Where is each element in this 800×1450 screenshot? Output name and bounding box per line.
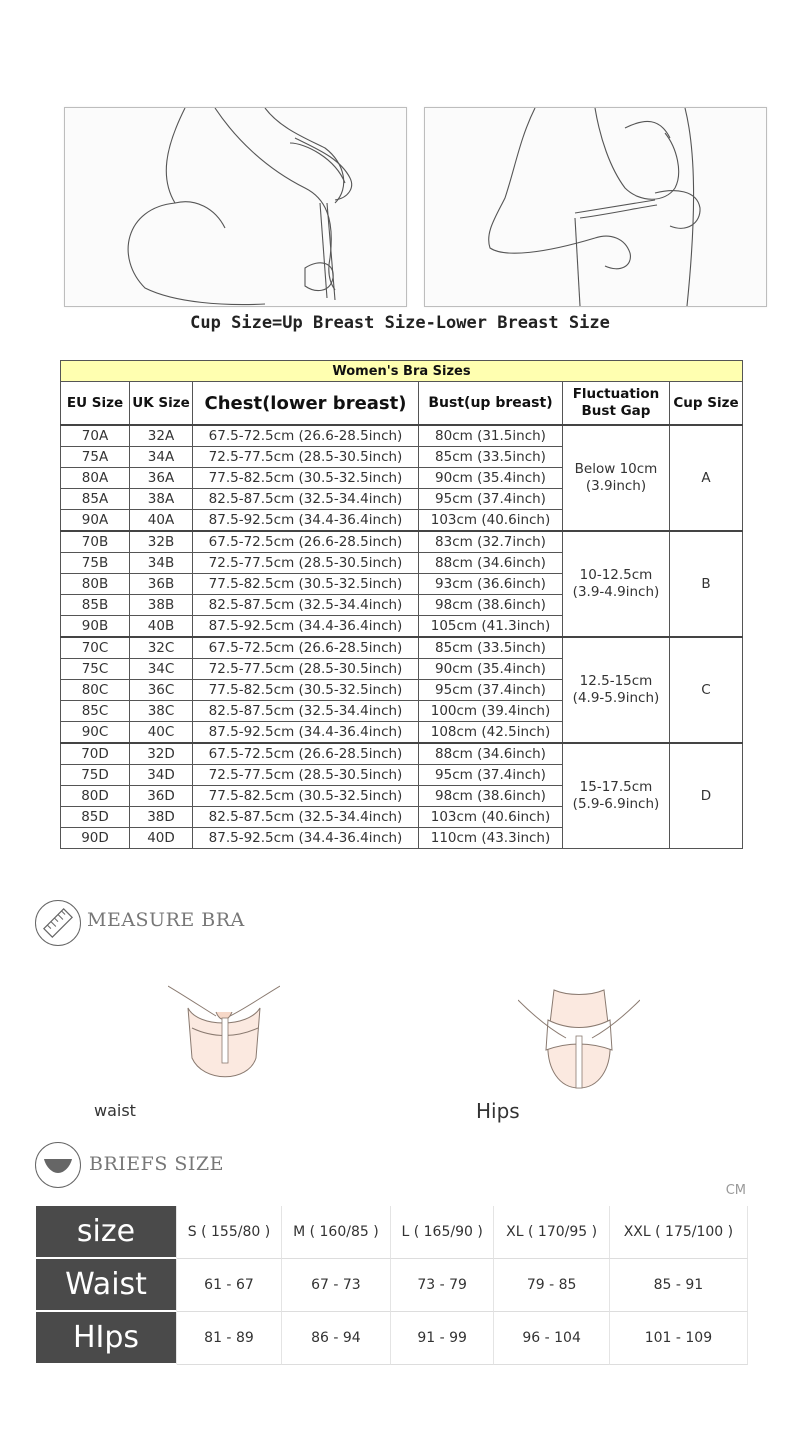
hips-label: Hips — [476, 1099, 520, 1123]
uk-size-cell: 34C — [130, 659, 193, 680]
eu-size-cell: 70A — [61, 425, 130, 447]
gap-cell: 12.5-15cm (4.9-5.9inch) — [563, 637, 670, 743]
table-row — [61, 425, 743, 447]
table-row — [36, 1206, 748, 1259]
cup-size-formula: Cup Size=Up Breast Size-Lower Breast Size — [190, 313, 610, 333]
bra-size-table — [60, 360, 743, 849]
eu-size-cell: 70D — [61, 743, 130, 765]
chest-cell: 67.5-72.5cm (26.6-28.5inch) — [193, 425, 419, 447]
bust-cell: 95cm (37.4inch) — [419, 680, 563, 701]
waist-cell: 73 - 79 — [391, 1259, 495, 1312]
eu-size-cell: 90D — [61, 828, 130, 849]
table-row — [36, 1312, 748, 1365]
table-row — [61, 637, 743, 659]
eu-size-cell: 80C — [61, 680, 130, 701]
chest-cell: 77.5-82.5cm (30.5-32.5inch) — [193, 468, 419, 489]
size-cell: XXL ( 175/100 ) — [610, 1206, 748, 1259]
eu-size-cell: 80A — [61, 468, 130, 489]
header-cup-size: Cup Size — [670, 382, 743, 426]
uk-size-cell: 36B — [130, 574, 193, 595]
header-eu-size: EU Size — [61, 382, 130, 426]
eu-size-cell: 80B — [61, 574, 130, 595]
chest-cell: 82.5-87.5cm (32.5-34.4inch) — [193, 807, 419, 828]
header-uk-size: UK Size — [130, 382, 193, 426]
chest-cell: 77.5-82.5cm (30.5-32.5inch) — [193, 574, 419, 595]
illustration-upper-breast-measure — [424, 107, 767, 307]
briefs-size-table — [36, 1206, 748, 1365]
ruler-icon — [35, 900, 81, 946]
bust-cell: 100cm (39.4inch) — [419, 701, 563, 722]
eu-size-cell: 75D — [61, 765, 130, 786]
chest-cell: 67.5-72.5cm (26.6-28.5inch) — [193, 531, 419, 553]
waist-cell: 79 - 85 — [494, 1259, 609, 1312]
bust-cell: 83cm (32.7inch) — [419, 531, 563, 553]
chest-cell: 67.5-72.5cm (26.6-28.5inch) — [193, 743, 419, 765]
eu-size-cell: 85D — [61, 807, 130, 828]
bust-cell: 90cm (35.4inch) — [419, 659, 563, 680]
measuring-figure-left — [65, 108, 406, 306]
unit-label: CM — [725, 1183, 746, 1198]
measure-bra-title: MEASURE BRA — [87, 909, 245, 931]
hips-cell: 96 - 104 — [494, 1312, 609, 1365]
eu-size-cell: 85C — [61, 701, 130, 722]
bust-cell: 85cm (33.5inch) — [419, 447, 563, 468]
measuring-figure-right — [425, 108, 766, 306]
uk-size-cell: 36D — [130, 786, 193, 807]
briefs-icon — [35, 1142, 81, 1188]
uk-size-cell: 34D — [130, 765, 193, 786]
eu-size-cell: 90B — [61, 616, 130, 638]
illustration-lower-breast-measure — [64, 107, 407, 307]
chest-cell: 67.5-72.5cm (26.6-28.5inch) — [193, 637, 419, 659]
uk-size-cell: 40A — [130, 510, 193, 532]
uk-size-cell: 32C — [130, 637, 193, 659]
cup-cell: A — [670, 425, 743, 531]
bust-cell: 88cm (34.6inch) — [419, 553, 563, 574]
uk-size-cell: 38A — [130, 489, 193, 510]
waist-label: waist — [94, 1101, 136, 1120]
chest-cell: 72.5-77.5cm (28.5-30.5inch) — [193, 659, 419, 680]
bust-cell: 108cm (42.5inch) — [419, 722, 563, 744]
eu-size-cell: 75C — [61, 659, 130, 680]
eu-size-cell: 85A — [61, 489, 130, 510]
eu-size-cell: 85B — [61, 595, 130, 616]
uk-size-cell: 40C — [130, 722, 193, 744]
uk-size-cell: 40D — [130, 828, 193, 849]
eu-size-cell: 75B — [61, 553, 130, 574]
chest-cell: 72.5-77.5cm (28.5-30.5inch) — [193, 553, 419, 574]
chest-cell: 82.5-87.5cm (32.5-34.4inch) — [193, 489, 419, 510]
uk-size-cell: 36A — [130, 468, 193, 489]
chest-cell: 87.5-92.5cm (34.4-36.4inch) — [193, 510, 419, 532]
eu-size-cell: 90C — [61, 722, 130, 744]
bust-cell: 95cm (37.4inch) — [419, 489, 563, 510]
bust-cell: 90cm (35.4inch) — [419, 468, 563, 489]
gap-cell: Below 10cm (3.9inch) — [563, 425, 670, 531]
size-cell: XL ( 170/95 ) — [494, 1206, 609, 1259]
bust-cell: 95cm (37.4inch) — [419, 765, 563, 786]
uk-size-cell: 34B — [130, 553, 193, 574]
table-row — [61, 743, 743, 765]
uk-size-cell: 32B — [130, 531, 193, 553]
bust-cell: 88cm (34.6inch) — [419, 743, 563, 765]
cup-cell: C — [670, 637, 743, 743]
chest-cell: 72.5-77.5cm (28.5-30.5inch) — [193, 447, 419, 468]
chest-cell: 77.5-82.5cm (30.5-32.5inch) — [193, 786, 419, 807]
bust-cell: 98cm (38.6inch) — [419, 786, 563, 807]
chest-cell: 82.5-87.5cm (32.5-34.4inch) — [193, 701, 419, 722]
bust-cell: 98cm (38.6inch) — [419, 595, 563, 616]
hips-cell: 101 - 109 — [610, 1312, 748, 1365]
waist-measure-illustration — [168, 978, 280, 1090]
chest-cell: 82.5-87.5cm (32.5-34.4inch) — [193, 595, 419, 616]
header-fluctuation-gap: Fluctuation Bust Gap — [563, 382, 670, 426]
bust-cell: 103cm (40.6inch) — [419, 510, 563, 532]
uk-size-cell: 38C — [130, 701, 193, 722]
eu-size-cell: 70B — [61, 531, 130, 553]
header-chest: Chest(lower breast) — [193, 382, 419, 426]
eu-size-cell: 70C — [61, 637, 130, 659]
uk-size-cell: 32A — [130, 425, 193, 447]
table-row — [36, 1259, 748, 1312]
bust-cell: 103cm (40.6inch) — [419, 807, 563, 828]
table-title: Women's Bra Sizes — [61, 361, 743, 382]
bust-cell: 105cm (41.3inch) — [419, 616, 563, 638]
table-row — [61, 531, 743, 553]
eu-size-cell: 75A — [61, 447, 130, 468]
header-bust: Bust(up breast) — [419, 382, 563, 426]
chest-cell: 87.5-92.5cm (34.4-36.4inch) — [193, 722, 419, 744]
row-header-size: size — [36, 1206, 177, 1259]
uk-size-cell: 36C — [130, 680, 193, 701]
size-cell: S ( 155/80 ) — [177, 1206, 282, 1259]
row-header-hips: HIps — [36, 1312, 177, 1365]
waist-cell: 85 - 91 — [610, 1259, 748, 1312]
uk-size-cell: 34A — [130, 447, 193, 468]
gap-cell: 10-12.5cm (3.9-4.9inch) — [563, 531, 670, 637]
chest-cell: 77.5-82.5cm (30.5-32.5inch) — [193, 680, 419, 701]
chest-cell: 72.5-77.5cm (28.5-30.5inch) — [193, 765, 419, 786]
row-header-waist: Waist — [36, 1259, 177, 1312]
bust-cell: 80cm (31.5inch) — [419, 425, 563, 447]
chest-cell: 87.5-92.5cm (34.4-36.4inch) — [193, 616, 419, 638]
bust-cell: 110cm (43.3inch) — [419, 828, 563, 849]
hips-cell: 86 - 94 — [282, 1312, 391, 1365]
bust-cell: 85cm (33.5inch) — [419, 637, 563, 659]
uk-size-cell: 32D — [130, 743, 193, 765]
size-cell: M ( 160/85 ) — [282, 1206, 391, 1259]
uk-size-cell: 38D — [130, 807, 193, 828]
eu-size-cell: 90A — [61, 510, 130, 532]
size-cell: L ( 165/90 ) — [391, 1206, 495, 1259]
waist-cell: 61 - 67 — [177, 1259, 282, 1312]
cup-cell: D — [670, 743, 743, 849]
hips-cell: 91 - 99 — [391, 1312, 495, 1365]
uk-size-cell: 38B — [130, 595, 193, 616]
hips-measure-illustration — [518, 980, 640, 1090]
bust-cell: 93cm (36.6inch) — [419, 574, 563, 595]
hips-cell: 81 - 89 — [177, 1312, 282, 1365]
uk-size-cell: 40B — [130, 616, 193, 638]
waist-cell: 67 - 73 — [282, 1259, 391, 1312]
chest-cell: 87.5-92.5cm (34.4-36.4inch) — [193, 828, 419, 849]
gap-cell: 15-17.5cm (5.9-6.9inch) — [563, 743, 670, 849]
cup-cell: B — [670, 531, 743, 637]
eu-size-cell: 80D — [61, 786, 130, 807]
briefs-size-title: BRIEFS SIZE — [89, 1153, 224, 1175]
